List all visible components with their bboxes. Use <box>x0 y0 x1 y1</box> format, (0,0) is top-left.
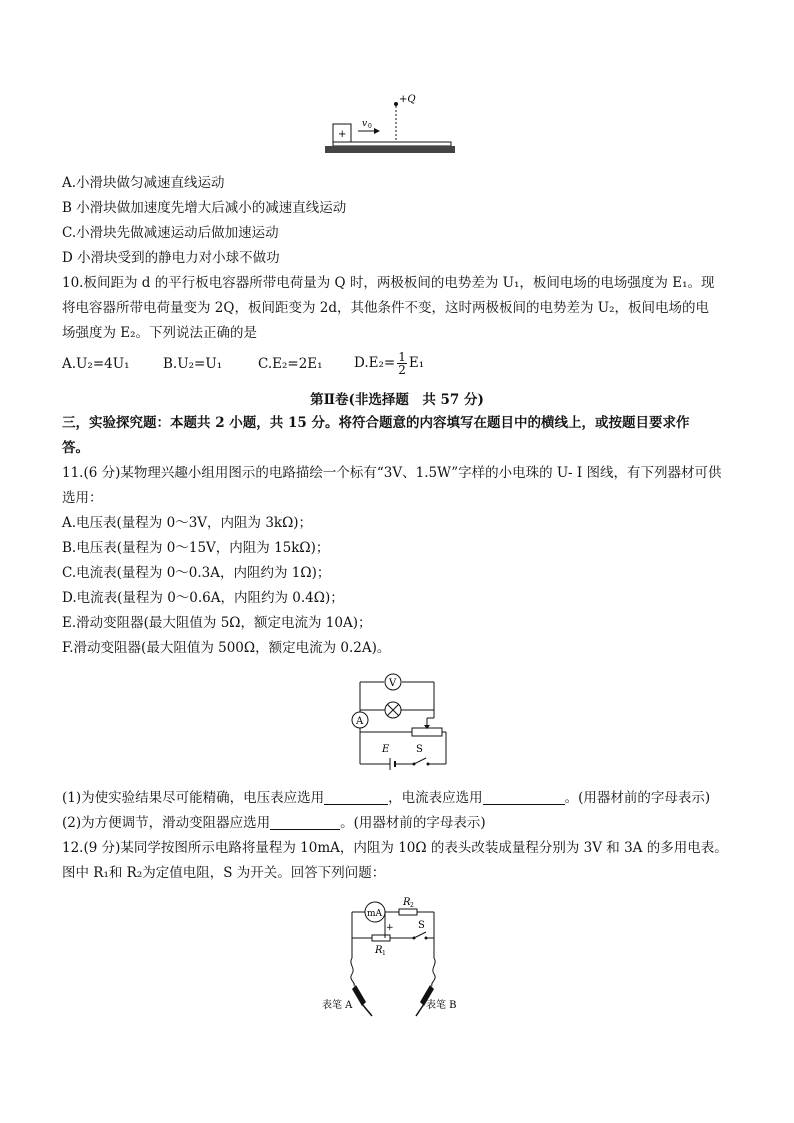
part-two-title: 第Ⅱ卷(非选择题 共 57 分) <box>310 392 484 408</box>
figure-sliding-block <box>320 90 460 162</box>
switch-s-label: S <box>418 920 425 931</box>
charge-label: +Q <box>399 94 416 105</box>
r1-label: R <box>375 945 383 956</box>
plus-terminal: + <box>386 923 394 933</box>
q12-line-1: 12.(9 分)某同学按图所示电路将量程为 10mA，内阻为 10Ω 的表头改装成量程分别为 3V 和 3A 的多用电表。 <box>62 840 728 856</box>
q9-option-a: A.小滑块做匀减速直线运动 <box>62 175 225 191</box>
figure-multimeter-circuit <box>322 890 472 1020</box>
fraction-numerator: 1 <box>398 350 406 364</box>
velocity-label: v <box>362 119 368 129</box>
section-3-line-1: 三，实验探究题：本题共 2 小题，共 15 分。将符合题意的内容填写在题目中的横线上，或按题目要求作 <box>62 415 690 431</box>
q12-line-2: 图中 R₁和 R₂为定值电阻，S 为开关。回答下列问题： <box>62 865 386 881</box>
q11-sub1-text-a: (1)为使实验结果尽可能精确，电压表应选用 <box>62 790 325 806</box>
q10-option-c: C.E₂=2E₁ <box>258 356 323 372</box>
q10-line-2: 将电容器所带电荷量变为 2Q，板间距变为 2d，其他条件不变，这时两极板间的电势差为 U₂，板间电场的电 <box>62 300 710 316</box>
q9-option-d: D 小滑块受到的静电力对小球不做功 <box>62 250 280 266</box>
milliammeter-symbol: mA <box>367 909 383 919</box>
answer-blank-rheostat[interactable] <box>270 815 340 830</box>
q11-line-2: 选用： <box>62 490 103 506</box>
r1-subscript: 1 <box>382 950 386 957</box>
q11-item-a: A.电压表(量程为 0～3V，内阻为 3kΩ)； <box>62 515 313 531</box>
q11-sub1-text-c: 。(用器材前的字母表示) <box>564 790 711 806</box>
q10-option-d-suffix: E₁ <box>408 355 425 371</box>
q11-line-1: 11.(6 分)某物理兴趣小组用图示的电路描绘一个标有“3V、1.5W”字样的小电珠的 U- I 图线，有下列器材可供 <box>62 465 722 481</box>
voltmeter-symbol: V <box>389 678 397 689</box>
q10-option-a: A.U₂=4U₁ <box>62 356 130 372</box>
q9-option-b: B 小滑块做加速度先增大后减小的减速直线运动 <box>62 200 347 216</box>
figure-lamp-circuit <box>342 672 454 778</box>
emf-label: E <box>382 744 390 755</box>
q10-option-d-prefix: D.E₂= <box>354 355 396 371</box>
q11-item-d: D.电流表(量程为 0～0.6A，内阻约为 0.4Ω)； <box>62 590 344 606</box>
answer-blank-voltmeter[interactable] <box>324 790 388 805</box>
q11-item-b: B.电压表(量程为 0～15V，内阻为 15kΩ)； <box>62 540 330 556</box>
q11-sub-2 <box>62 813 486 833</box>
q10-line-3: 场强度为 E₂。下列说法正确的是 <box>62 325 258 341</box>
q10-line-1: 10.板间距为 d 的平行板电容器所带电荷量为 Q 时，两极板间的电势差为 U₁，板间电场的电场强度为 E₁。现 <box>62 275 715 291</box>
q9-option-c: C.小滑块先做减速运动后做加速运动 <box>62 225 279 241</box>
fraction-one-half <box>397 351 407 376</box>
q11-item-c: C.电流表(量程为 0～0.3A，内阻约为 1Ω)； <box>62 565 331 581</box>
probe-a-label: 表笔 A <box>322 1000 353 1011</box>
answer-blank-ammeter[interactable] <box>483 790 565 805</box>
probe-b-label: 表笔 B <box>426 1000 457 1011</box>
q11-sub1-text-b: ，电流表应选用 <box>388 790 483 806</box>
ammeter-symbol: A <box>356 716 364 727</box>
block-charge-label: + <box>338 129 347 140</box>
q11-item-f: F.滑动变阻器(最大阻值为 500Ω，额定电流为 0.2A)。 <box>62 640 391 656</box>
q11-sub2-text-b: 。(用器材前的字母表示) <box>340 815 486 831</box>
switch-label: S <box>416 744 423 755</box>
q10-option-b: B.U₂=U₁ <box>163 356 223 372</box>
r2-subscript: 2 <box>410 902 414 909</box>
q11-item-e: E.滑动变阻器(最大阻值为 5Ω，额定电流为 10A)； <box>62 615 372 631</box>
q11-sub-1 <box>62 788 710 808</box>
velocity-subscript: 0 <box>368 123 372 130</box>
q10-option-d <box>354 345 424 381</box>
fraction-denominator: 2 <box>398 363 406 377</box>
section-3-line-2: 答。 <box>62 440 89 456</box>
r2-label: R <box>403 897 411 908</box>
q11-sub2-text-a: (2)为方便调节，滑动变阻器应选用 <box>62 815 271 831</box>
